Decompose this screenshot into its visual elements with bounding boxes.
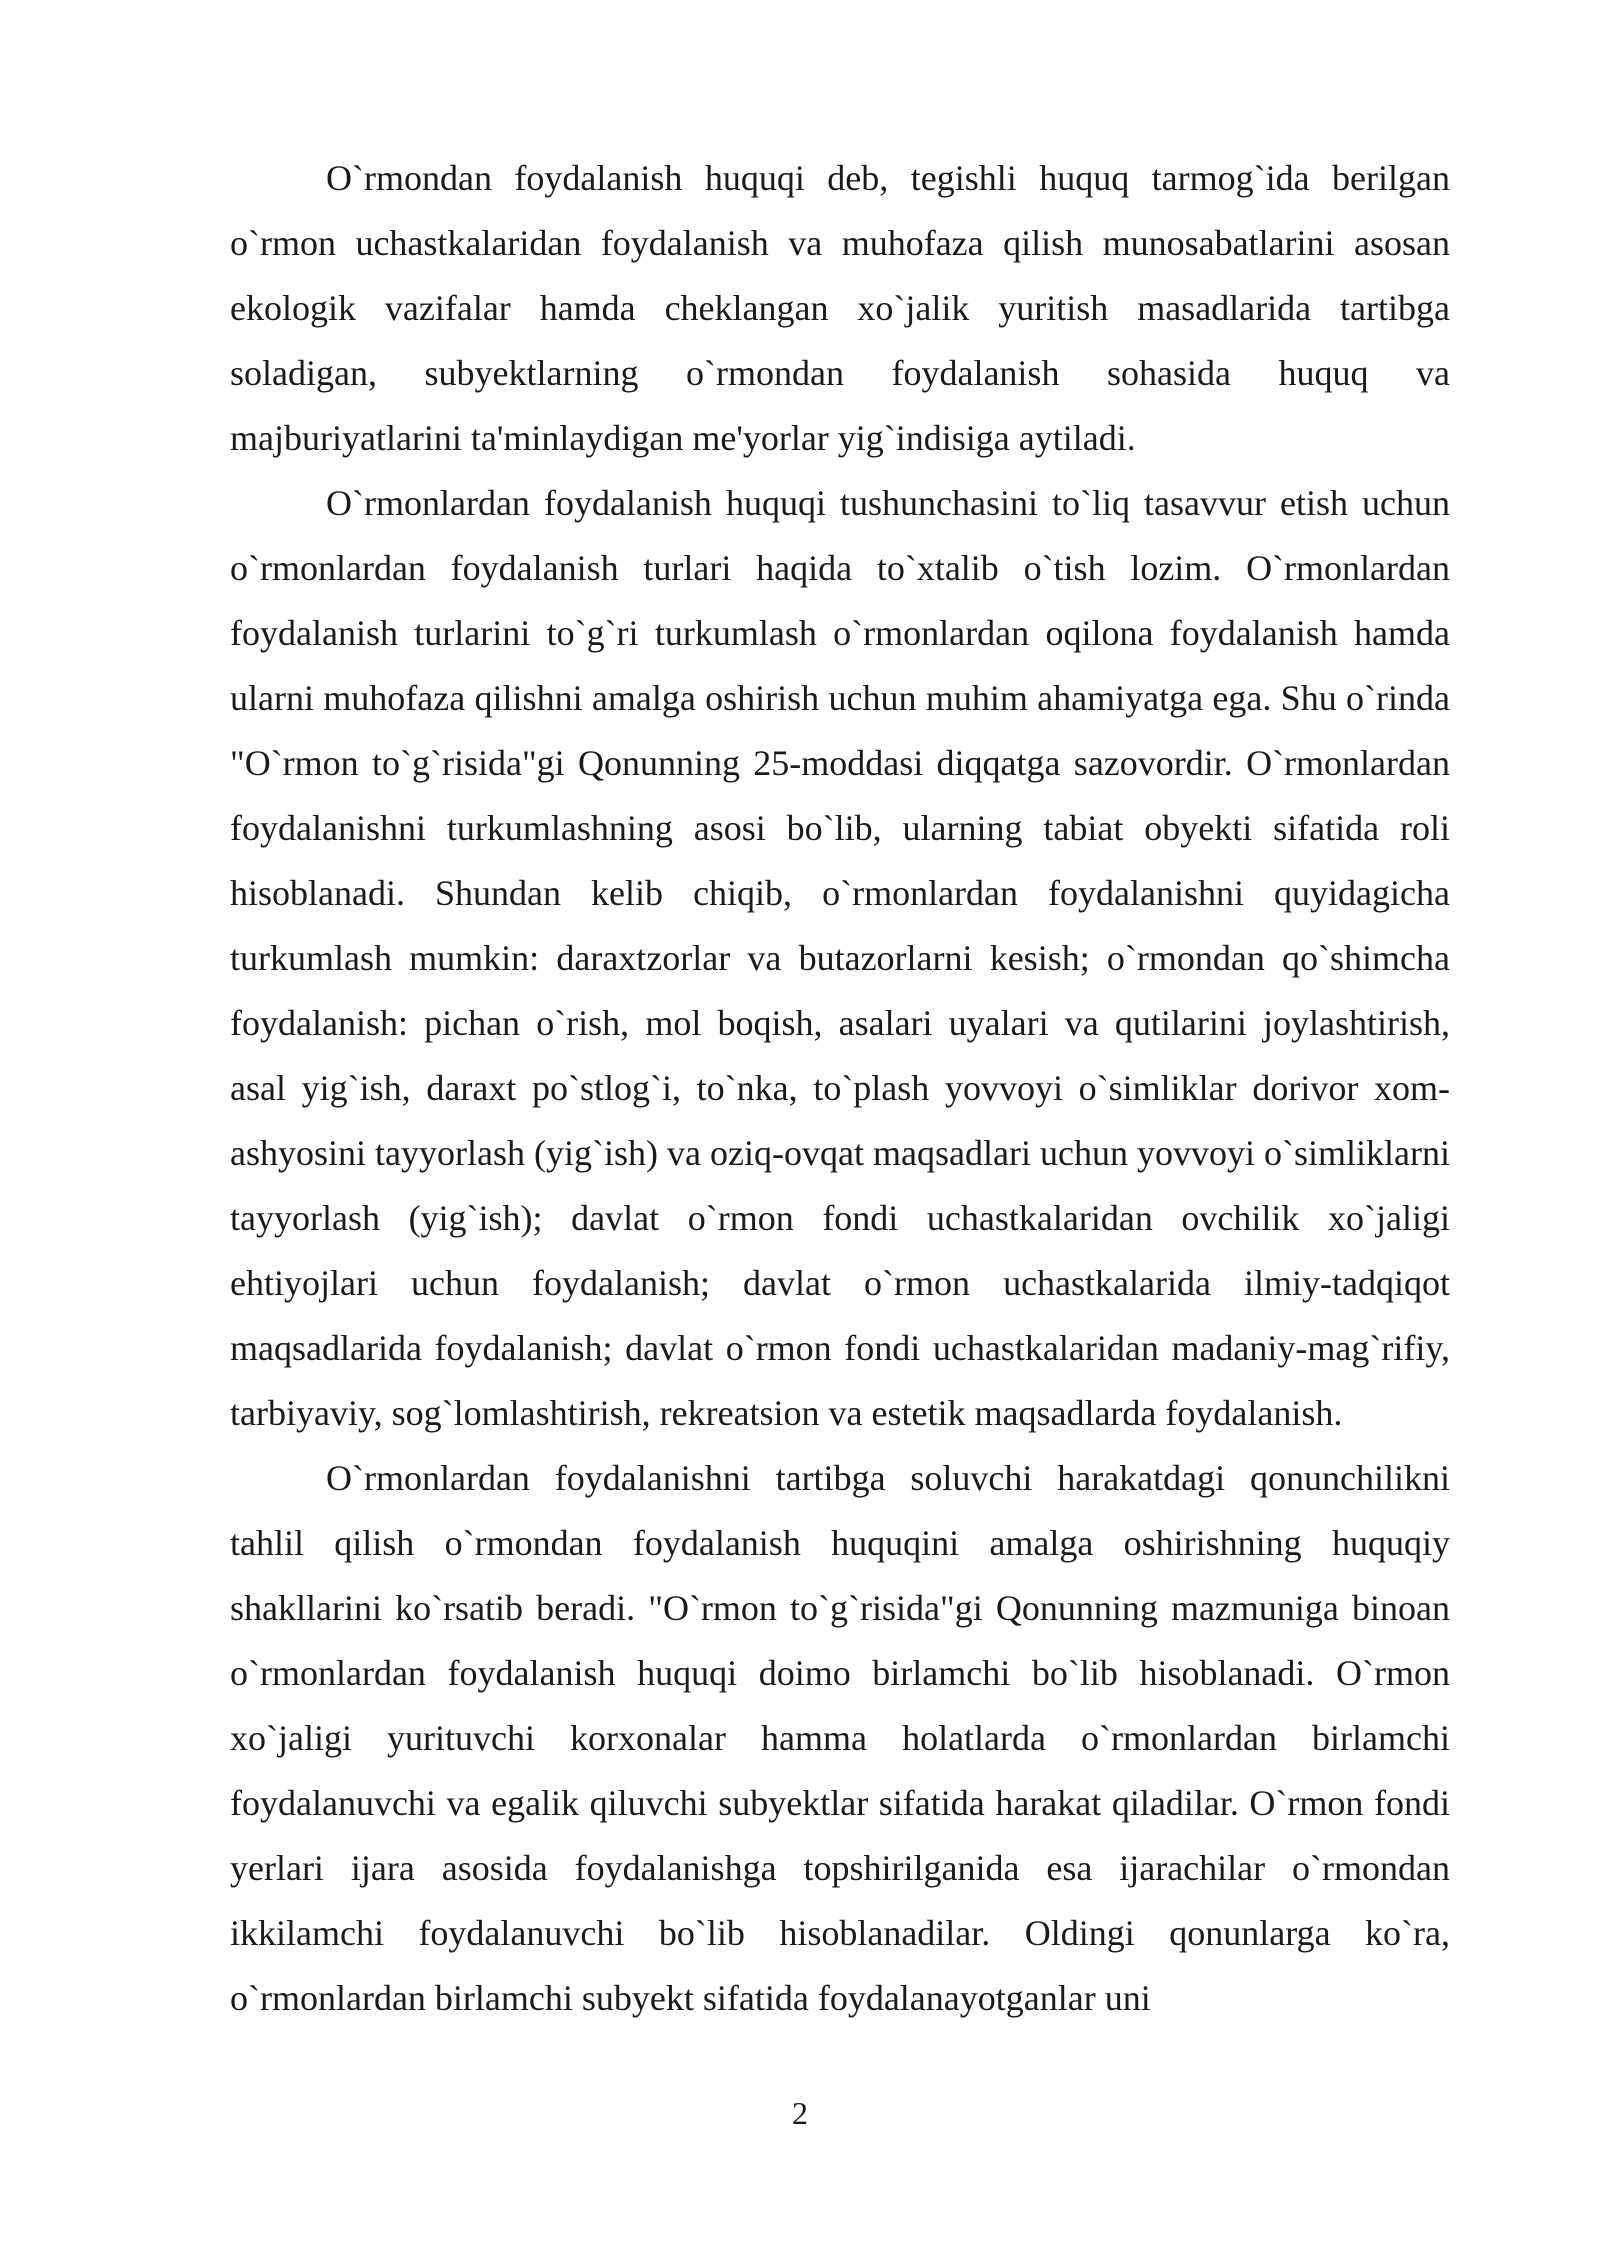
paragraph-1: O`rmondan foydalanish huquqi deb, tegishli huquq tarmog`ida berilgan o`rmon uchastkalaridan foydalanish va muhofaza qilish munosabatlarini asosan ekologik vazifalar hamda cheklangan xo`jalik yuritish masadlarida tartibga soladigan, subyektlarning o`rmondan foydalanish sohasida huquq va majburiyatlarini ta'minlaydigan me'yorlar yig`indisiga aytiladi. [230, 158, 1450, 458]
page-number: 2 [792, 2095, 808, 2131]
document-body [230, 146, 1450, 2031]
paragraph-3: O`rmonlardan foydalanishni tartibga soluvchi harakatdagi qonunchilikni tahlil qilish o`rmondan foydalanish huquqini amalga oshirishning huquqiy shakllarini ko`rsatib beradi. "O`rmon to`g`risida"gi Qonunning mazmuniga binoan o`rmonlardan foydalanish huquqi doimo birlamchi bo`lib hisoblanadi. O`rmon xo`jaligi yurituvchi korxonalar hamma holatlarda o`rmonlardan birlamchi foydalanuvchi va egalik qiluvchi subyektlar sifatida harakat qiladilar. O`rmon fondi yerlari ijara asosida foydalanishga topshirilganida esa ijarachilar o`rmondan ikkilamchi foydalanuvchi bo`lib hisoblanadilar. Oldingi qonunlarga ko`ra, o`rmonlardan birlamchi subyekt sifatida foydalanayotganlar uni [230, 1458, 1450, 2018]
paragraph-2: O`rmonlardan foydalanish huquqi tushunchasini to`liq tasavvur etish uchun o`rmonlardan foydalanish turlari haqida to`xtalib o`tish lozim. O`rmonlardan foydalanish turlarini to`g`ri turkumlash o`rmonlardan oqilona foydalanish hamda ularni muhofaza qilishni amalga oshirish uchun muhim ahamiyatga ega. Shu o`rinda "O`rmon to`g`risida"gi Qonunning 25-moddasi diqqatga sazovordir. O`rmonlardan foydalanishni turkumlashning asosi bo`lib, ularning tabiat obyekti sifatida roli hisoblanadi. Shundan kelib chiqib, o`rmonlardan foydalanishni quyidagicha turkumlash mumkin: daraxtzorlar va butazorlarni kesish; o`rmondan qo`shimcha foydalanish: pichan o`rish, mol boqish, asalari uyalari va qutilarini joylashtirish, asal yig`ish, daraxt po`stlog`i, to`nka, to`plash yovvoyi o`simliklar dorivor xom-ashyosini tayyorlash (yig`ish) va oziq-ovqat maqsadlari uchun yovvoyi o`simliklarni tayyorlash (yig`ish); davlat o`rmon fondi uchastkalaridan ovchilik xo`jaligi ehtiyojlari uchun foydalanish; davlat o`rmon uchastkalarida ilmiy-tadqiqot maqsadlarida foydalanish; davlat o`rmon fondi uchastkalaridan madaniy-mag`rifiy, tarbiyaviy, sog`lomlashtirish, rekreatsion va estetik maqsadlarda foydalanish. [230, 483, 1450, 1433]
